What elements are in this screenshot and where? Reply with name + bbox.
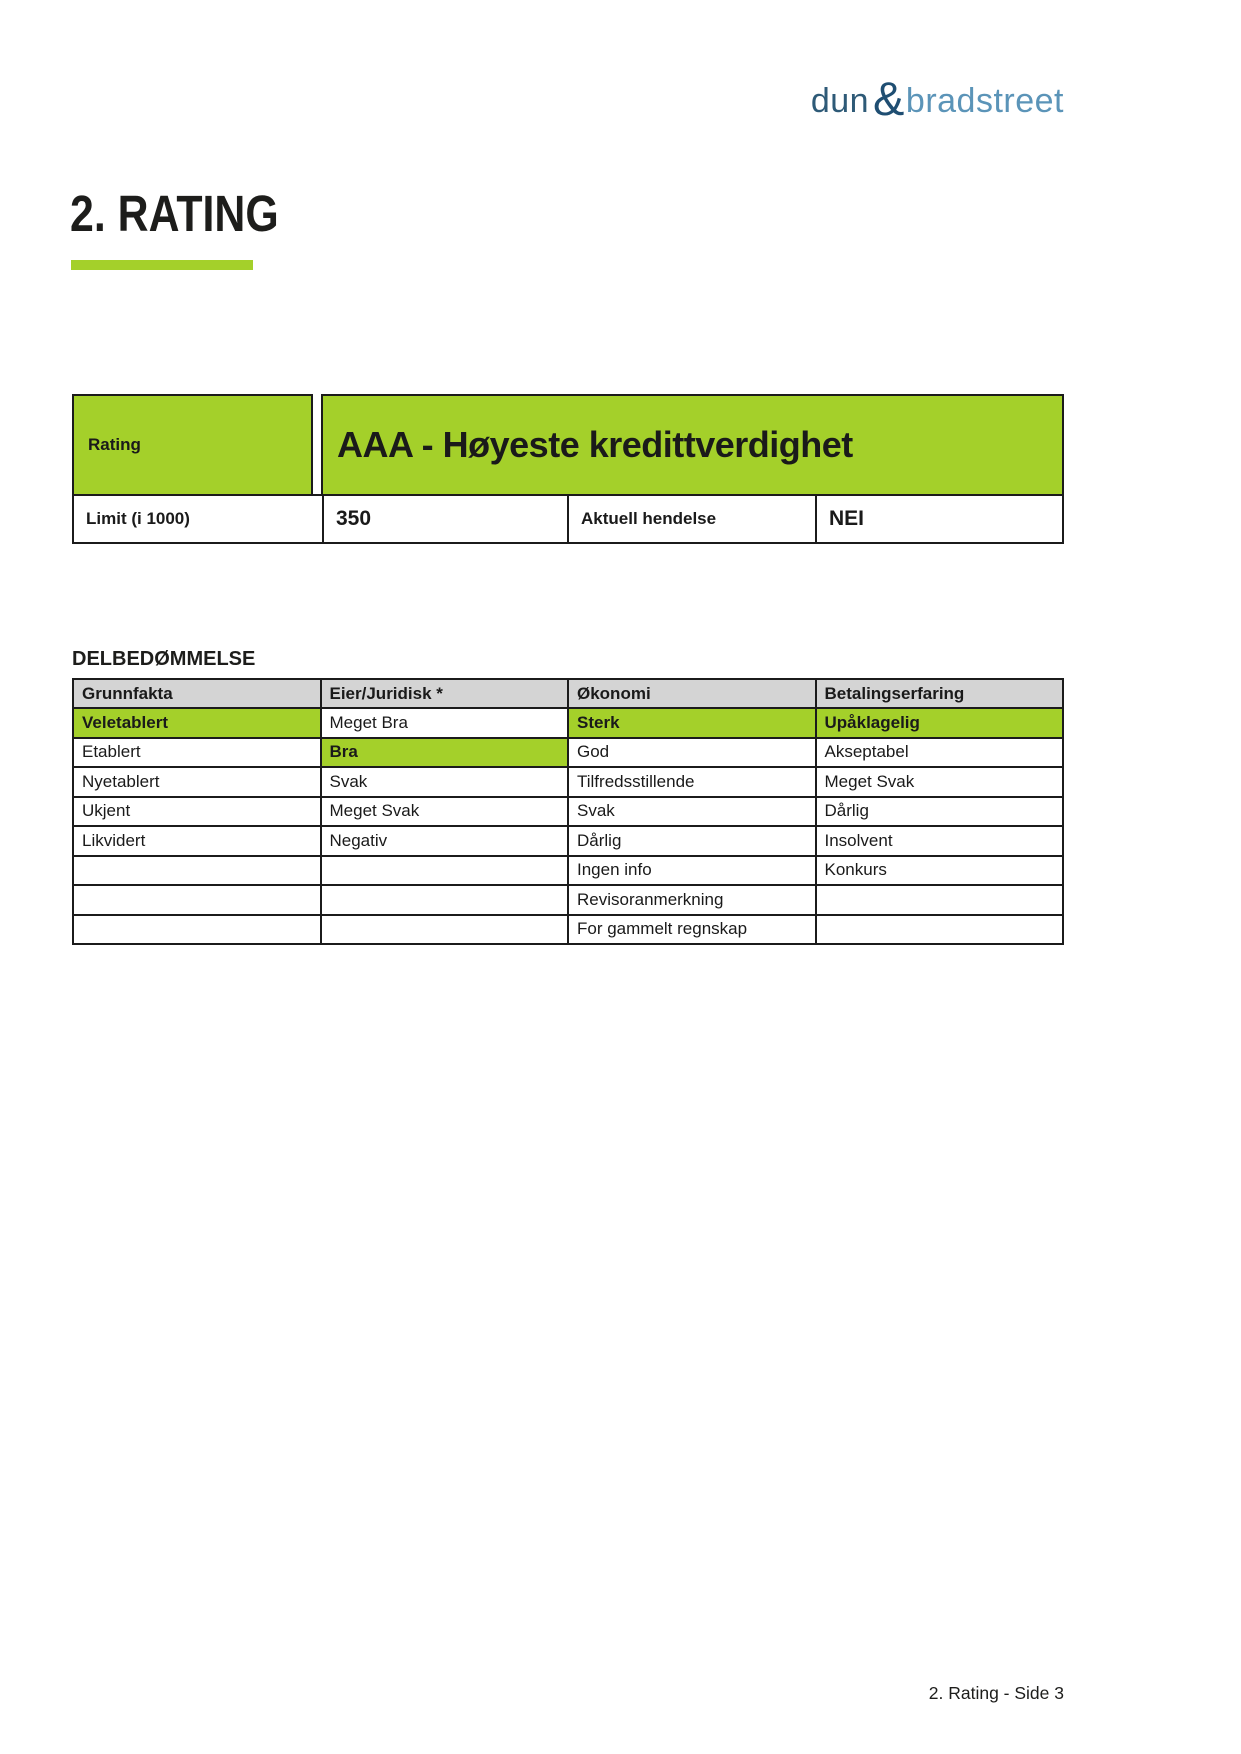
delb-row <box>73 856 1063 886</box>
page-title: 2. RATING <box>70 185 279 242</box>
delb-cell: Etablert <box>73 738 321 768</box>
rating-detail-row <box>72 494 1064 544</box>
rating-value-cell <box>321 394 1064 496</box>
event-label-cell <box>567 496 815 542</box>
delb-cell: Akseptabel <box>816 738 1064 768</box>
delb-cell <box>816 885 1064 915</box>
event-value-cell <box>815 496 1062 542</box>
delb-cell: Sterk <box>568 708 816 738</box>
delb-cell <box>73 856 321 886</box>
title-underline-bar <box>71 260 253 270</box>
delb-row <box>73 767 1063 797</box>
delb-cell <box>321 856 569 886</box>
delb-row <box>73 915 1063 945</box>
logo-ampersand-icon: & <box>873 72 905 125</box>
delb-cell: Dårlig <box>816 797 1064 827</box>
event-label: Aktuell hendelse <box>581 509 717 528</box>
delbedommelse-table-wrap <box>72 678 1064 945</box>
delb-cell: Meget Bra <box>321 708 569 738</box>
logo-text-bradstreet: bradstreet <box>905 82 1064 120</box>
rating-label: Rating <box>88 435 141 454</box>
limit-value: 350 <box>336 507 372 530</box>
logo-text-dun: dun <box>810 82 870 120</box>
delb-row <box>73 738 1063 768</box>
dun-bradstreet-logo <box>811 68 1064 123</box>
delb-row <box>73 797 1063 827</box>
delb-cell: Negativ <box>321 826 569 856</box>
delb-cell: Nyetablert <box>73 767 321 797</box>
delb-cell: Likvidert <box>73 826 321 856</box>
delb-cell: Ukjent <box>73 797 321 827</box>
rating-summary-table <box>72 394 1064 544</box>
delb-cell: Dårlig <box>568 826 816 856</box>
delb-cell <box>73 915 321 945</box>
delb-col-header: Grunnfakta <box>73 679 321 708</box>
limit-label: Limit (i 1000) <box>86 509 190 528</box>
delb-row <box>73 826 1063 856</box>
delb-cell <box>321 915 569 945</box>
delb-cell: Tilfredsstillende <box>568 767 816 797</box>
delb-cell: Ingen info <box>568 856 816 886</box>
rating-value: AAA - Høyeste kredittverdighet <box>337 424 853 465</box>
event-value: NEI <box>829 507 865 530</box>
delb-cell: Bra <box>321 738 569 768</box>
delb-cell: God <box>568 738 816 768</box>
delb-cell <box>816 915 1064 945</box>
delb-cell: Insolvent <box>816 826 1064 856</box>
delb-cell <box>321 885 569 915</box>
delb-cell: Upåklagelig <box>816 708 1064 738</box>
delb-col-header: Eier/Juridisk * <box>321 679 569 708</box>
rating-label-cell <box>72 394 313 496</box>
delb-cell: Veletablert <box>73 708 321 738</box>
delb-cell: For gammelt regnskap <box>568 915 816 945</box>
limit-label-cell <box>74 496 322 542</box>
delb-cell: Svak <box>321 767 569 797</box>
delb-cell <box>73 885 321 915</box>
delb-cell: Konkurs <box>816 856 1064 886</box>
delb-row <box>73 885 1063 915</box>
delbedommelse-title: DELBEDØMMELSE <box>72 648 256 670</box>
delbedommelse-table <box>72 678 1064 945</box>
delb-cell: Revisoranmerkning <box>568 885 816 915</box>
delb-col-header: Betalingserfaring <box>816 679 1064 708</box>
delb-row <box>73 708 1063 738</box>
delb-cell: Meget Svak <box>816 767 1064 797</box>
page-footer: 2. Rating - Side 3 <box>928 1683 1064 1703</box>
delb-cell: Svak <box>568 797 816 827</box>
delb-header-row <box>73 679 1063 708</box>
delb-col-header: Økonomi <box>568 679 816 708</box>
limit-value-cell <box>322 496 567 542</box>
delb-cell: Meget Svak <box>321 797 569 827</box>
